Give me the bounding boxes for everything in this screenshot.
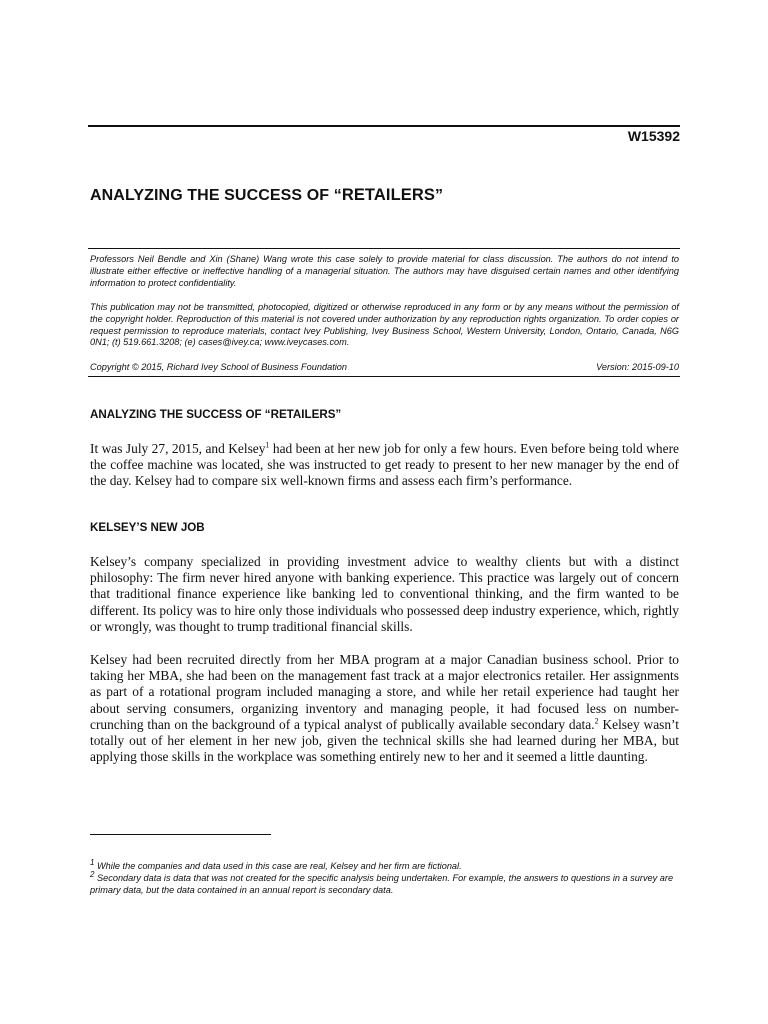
top-rule: [88, 125, 680, 127]
authors-note: Professors Neil Bendle and Xin (Shane) Wang wrote this case solely to provide material for class discussion. The authors do not intend to illustrate either effective or ineffective handling of a managerial situation. The authors may have disguised certain names and other identifying information to protect confidentiality.: [90, 254, 679, 288]
copyright-row: [90, 362, 679, 372]
intro-text-start: It was July 27, 2015, and Kelsey: [90, 441, 266, 456]
para2-text-end: Kelsey wasn’t totally out of her element in her new job, given the technical skills she had learned during her MBA, but applying those skills in the workplace was something entirely new to her and it seemed a little daunting.: [90, 716, 679, 765]
body-paragraph-2: [90, 652, 679, 765]
footnote-text-2: Secondary data is data that was not created for the specific analysis being undertaken. For example, the answers to questions in a survey are primary data, but the data contained in an annual report is secondary data.: [90, 873, 674, 895]
footnote-separator: [90, 834, 271, 835]
disclaimer-top-rule: [88, 248, 680, 249]
footnote-text-1: While the companies and data used in this case are real, Kelsey and her firm are fictional.: [94, 861, 462, 871]
permissions-note: This publication may not be transmitted, photocopied, digitized or otherwise reproduced in any form or by any means without the permission of the copyright holder. Reproduction of this material is not covered under authorization by any reproduction rights organization. To order copies or request permission to reproduce materials, contact Ivey Publishing, Ivey Business School, Western University, London, Ontario, Canada, N6G 0N1; (t) 519.661.3208; (e) cases@ivey.ca; www.iveycases.com.: [90, 302, 679, 348]
title-emphasis: RETAILERS: [341, 186, 435, 204]
title-prefix: ANALYZING THE SUCCESS OF “: [90, 187, 342, 204]
title-suffix: ”: [435, 187, 444, 204]
disclaimer-bottom-rule: [88, 376, 680, 377]
case-number: W15392: [627, 128, 680, 144]
intro-text-end: had been at her new job for only a few hours. Even before being told where the coffee machine was located, she was instructed to get ready to present to her new manager by the end of the day. Kelsey had to compare six well-known firms and assess each firm’s performance.: [90, 441, 679, 489]
footnote-ref-1: 1: [265, 440, 270, 450]
footnote-ref-2: 2: [594, 716, 599, 726]
version-text: Version: 2015-09-10: [596, 362, 679, 372]
footnote-2: [90, 869, 679, 897]
footnote-marker-1: 1: [90, 857, 95, 867]
page-title: [90, 186, 443, 205]
section-heading: KELSEY’S NEW JOB: [90, 521, 205, 534]
para2-text-start: Kelsey had been recruited directly from her MBA program at a major Canadian business school. Prior to taking her MBA, she had been on the management fast track at a major electronics retailer. Her assignments as part of a rotational program included managing a store, and while her retail experience had taught her about serving consumers, organizing inventory and managing people, it had focused less on number-crunching than on the background of a typical analyst of publically available secondary data.: [90, 652, 679, 732]
footnote-marker-2: 2: [90, 869, 95, 879]
intro-paragraph: [90, 441, 679, 490]
copyright-text: Copyright © 2015, Richard Ivey School of Business Foundation: [90, 362, 348, 372]
case-subtitle: ANALYZING THE SUCCESS OF “RETAILERS”: [90, 408, 342, 421]
body-paragraph-1: Kelsey’s company specialized in providing investment advice to wealthy clients but with a distinct philosophy: The firm never hired anyone with banking experience. This practice was largely out of concern that traditional finance experience like banking led to conventional thinking, and the firm wanted to be different. Its policy was to hire only those individuals who possessed deep industry experience, which, rightly or wrongly, was thought to trump traditional financial skills.: [90, 554, 679, 634]
footnote-1: [90, 857, 679, 873]
